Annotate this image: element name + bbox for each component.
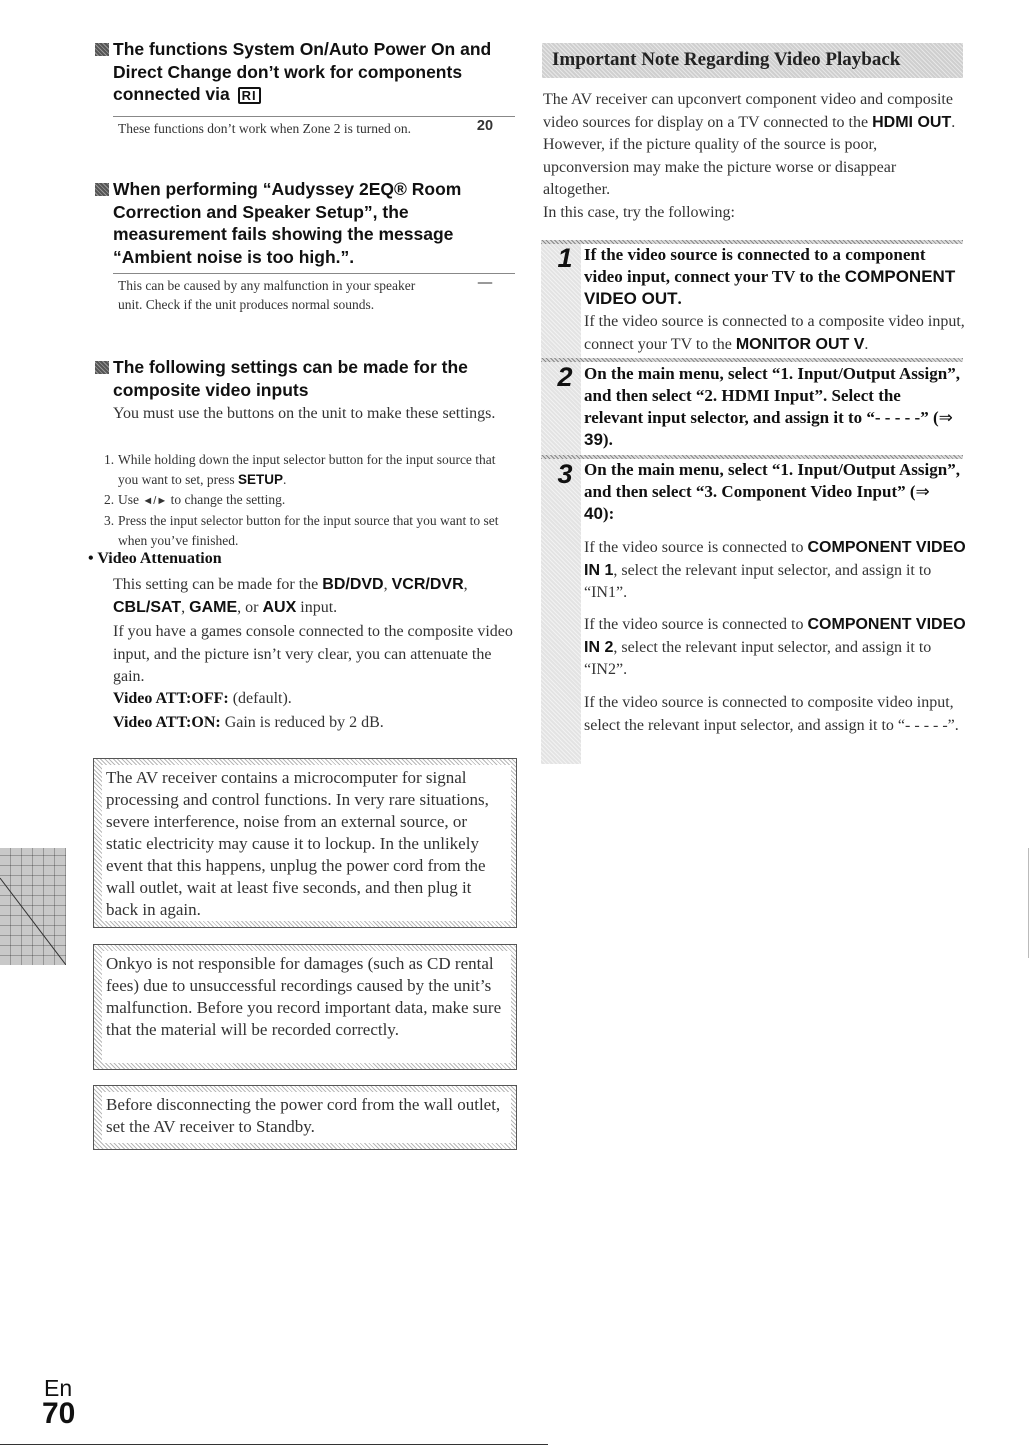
footer-rule xyxy=(0,1444,548,1445)
heading-bullet-icon xyxy=(95,43,109,56)
step-number: 1. xyxy=(104,452,115,467)
text: . However, if the picture quality of the source is poor, upconversion may make the picture worse or disappear altogether. xyxy=(543,113,956,198)
text: . xyxy=(677,289,682,308)
text: The AV receiver can upconvert component video and composite video sources for display on a TV connected to the xyxy=(543,91,953,131)
list-item xyxy=(104,490,514,511)
option-label: Video ATT:ON: xyxy=(113,714,221,731)
step-number-2: 2 xyxy=(557,362,573,392)
trouble-description: This can be caused by any malfunction in your speaker unit. Check if the unit produces normal sounds. xyxy=(118,278,416,312)
connector-name: COMPONENT VIDEO IN 1 xyxy=(584,539,966,579)
attenuation-description: If you have a games console connected to the composite video input, and the picture isn’t very clear, you can attenuate the gain. xyxy=(113,623,513,685)
notice-text: The AV receiver contains a microcomputer for signal processing and control functions. In very rare situations, severe interference, noise from an external source, or static electricity may cause it to lockup. In the unlikely event that this happens, unplug the power cord from the wall outlet, wait at least five seconds, and then plug it back in again. xyxy=(102,765,511,921)
list-item xyxy=(104,511,514,551)
option-off xyxy=(113,688,515,711)
option-text: Gain is reduced by 2 dB. xyxy=(224,714,384,731)
trouble-row xyxy=(113,273,515,336)
step-3-case-2 xyxy=(584,614,966,682)
heading-line: connected via xyxy=(113,84,230,104)
step-1-title xyxy=(584,244,964,310)
attenuation-applies-to xyxy=(113,574,515,619)
list-item xyxy=(104,450,514,490)
page-edge-mark xyxy=(1028,848,1029,958)
page-reference: 39 xyxy=(584,430,603,449)
section-heading-system-on xyxy=(95,38,515,106)
heading-line: The following settings can be made for the xyxy=(113,357,468,377)
section-heading-composite-video xyxy=(95,356,515,401)
heading-line: When performing “Audyssey 2EQ® Room xyxy=(113,179,462,199)
upconvert-intro xyxy=(543,89,965,202)
step-3-case-3: If the video source is connected to composite video input, select the relevant input selector, and assign it to “- - - - -”. xyxy=(584,694,959,734)
text: ). xyxy=(602,430,613,449)
left-right-arrow-icon: ◄/► xyxy=(142,495,168,507)
notice-box-microcomputer xyxy=(93,758,517,928)
heading-bullet-icon xyxy=(95,361,109,374)
text: , xyxy=(463,576,468,593)
notice-text: Before disconnecting the power cord from the wall outlet, set the AV receiver to Standby. xyxy=(102,1092,511,1143)
step-number: 2. xyxy=(104,492,115,507)
heading-line: measurement fails showing the message xyxy=(113,224,454,244)
tab-diagonal-icon xyxy=(0,848,66,965)
steps-side-bar xyxy=(541,242,581,764)
page-reference: 40 xyxy=(584,504,603,523)
connector-name: HDMI OUT xyxy=(872,113,952,131)
input-name: BD/DVD xyxy=(322,576,384,593)
text: , select the relevant input selector, and assign it to “IN1”. xyxy=(584,561,932,601)
heading-line: “Ambient noise is too high.”. xyxy=(113,246,355,267)
heading-line: The functions System On/Auto Power On and xyxy=(113,39,492,59)
notice-text: Onkyo is not responsible for damages (such as CD rental fees) due to unsuccessful recordings caused by the unit’s malfunction. Before you record important data, make sure that the material will be recorded correctly. xyxy=(102,951,511,1063)
page-reference: — xyxy=(477,275,493,291)
text: This setting can be made for the xyxy=(113,576,319,593)
step-text: . xyxy=(283,472,287,487)
section-banner xyxy=(542,43,963,78)
text: On the main menu, select “1. Input/Output Assign”, and then select “2. HDMI Input”. Select the relevant input selector, and assign it to “- - - - -” ( xyxy=(584,364,960,427)
setup-button-label: SETUP xyxy=(237,472,283,487)
text: input. xyxy=(300,598,338,616)
option-on xyxy=(113,712,515,735)
banner-title: Important Note Regarding Video Playback xyxy=(552,49,901,70)
step-1-body xyxy=(584,311,966,356)
section-heading-audyssey xyxy=(95,178,515,268)
text: ): xyxy=(602,504,615,523)
option-label: Video ATT:OFF: xyxy=(113,690,229,707)
heading-line: Correction and Speaker Setup”, the xyxy=(113,201,409,222)
step-text: Use xyxy=(118,492,139,507)
text: , xyxy=(181,598,186,616)
step-divider xyxy=(541,358,963,362)
subsection-title: • Video Attenuation xyxy=(88,550,222,567)
step-number-3: 3 xyxy=(557,459,573,489)
step-text: Press the input selector button for the input source that you want to set when you’ve finished. xyxy=(118,513,499,548)
trouble-description: These functions don’t work when Zone 2 is turned on. xyxy=(118,121,411,136)
page-arrow-icon: ⇒ xyxy=(915,482,930,501)
connector-name: COMPONENT VIDEO IN 2 xyxy=(584,616,966,656)
text: If the video source is connected to xyxy=(584,539,804,556)
text: If the video source is connected to xyxy=(584,616,804,633)
chapter-tab-mark xyxy=(0,848,66,965)
text: , select the relevant input selector, and assign it to “IN2”. xyxy=(584,638,932,678)
page-reference: 20 xyxy=(476,118,494,134)
step-3-title xyxy=(584,459,964,525)
setup-steps-list xyxy=(104,450,514,551)
connector-name: MONITOR OUT V xyxy=(735,335,865,353)
connector-name: COMPONENT VIDEO OUT xyxy=(584,267,956,308)
input-name: CBL/SAT xyxy=(113,598,182,616)
heading-line: Direct Change don’t work for components xyxy=(113,61,463,82)
notice-box-standby xyxy=(93,1085,517,1150)
trouble-row xyxy=(113,116,515,161)
text: , or xyxy=(237,598,259,616)
step-text: While holding down the input selector button for the input source that you want to set, press xyxy=(118,452,496,487)
text: On the main menu, select “1. Input/Output Assign”, and then select “3. Component Video Input” ( xyxy=(584,460,960,501)
section-intro: You must use the buttons on the unit to make these settings. xyxy=(113,405,496,422)
heading-bullet-icon xyxy=(95,183,109,196)
step-number-1: 1 xyxy=(557,243,573,273)
step-2-title xyxy=(584,363,964,451)
option-text: (default). xyxy=(232,690,292,707)
text: , xyxy=(383,576,388,593)
heading-line: composite video inputs xyxy=(113,379,309,400)
try-following: In this case, try the following: xyxy=(543,204,735,221)
step-text: to change the setting. xyxy=(170,492,286,507)
text: If the video source is connected to a composite video input, connect your TV to the xyxy=(584,313,965,353)
page-arrow-icon: ⇒ xyxy=(938,408,953,427)
input-name: VCR/DVR xyxy=(391,576,464,593)
input-name: AUX xyxy=(262,598,297,616)
text: . xyxy=(864,335,869,353)
ri-logo-icon: RI xyxy=(238,87,261,104)
step-3-case-1 xyxy=(584,537,966,605)
input-name: GAME xyxy=(189,598,238,616)
step-number: 3. xyxy=(104,513,115,528)
notice-box-onkyo-liability xyxy=(93,944,517,1070)
language-label: En xyxy=(44,1375,73,1401)
page-number: 70 xyxy=(42,1397,76,1430)
text: If the video source is connected to a component video input, connect your TV to the xyxy=(584,245,926,286)
